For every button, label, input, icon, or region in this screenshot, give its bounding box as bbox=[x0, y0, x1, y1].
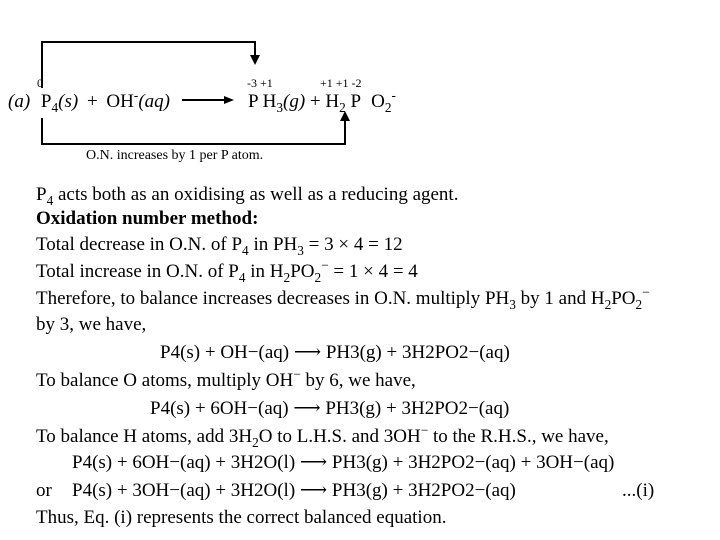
line-o-balance: To balance O atoms, multiply OH− by 6, we have, bbox=[36, 366, 416, 391]
conclusion: Thus, Eq. (i) represents the correct balanced equation. bbox=[36, 507, 447, 528]
decrease-bracket bbox=[42, 42, 255, 88]
on-note: O.N. increases by 1 per P atom. bbox=[86, 148, 264, 163]
equation-number: ...(i) bbox=[622, 480, 655, 501]
on-p4: 0 bbox=[37, 76, 43, 90]
equation-4: P4(s) + 3OH−(aq) + 3H2O(l) ⟶ PH3(g) + 3H2PO2−(aq) bbox=[72, 480, 516, 501]
method-title: Oxidation number method: bbox=[36, 208, 259, 229]
equation-1: P4(s) + OH−(aq) ⟶ PH3(g) + 3H2PO2−(aq) bbox=[160, 342, 510, 363]
equation-3: P4(s) + 6OH−(aq) + 3H2O(l) ⟶ PH3(g) + 3H2PO2−(aq) + 3OH−(aq) bbox=[72, 452, 615, 473]
or-label: or bbox=[36, 480, 52, 501]
line-increase: Total increase in O.N. of $P_4$ in $H_2PO_2^- = 1 \times 4 = 4$ bbox=[36, 257, 418, 285]
reaction-arrowhead bbox=[224, 96, 234, 104]
line-h-balance: To balance H atoms, add $3H_2O$ to L.H.S. and 3OH− to the R.H.S., we have, bbox=[36, 422, 609, 450]
increase-bracket bbox=[42, 118, 345, 144]
line-by3: by 3, we have, bbox=[36, 314, 147, 335]
line-agent: $P_4$ acts both as an oxidising as well as a reducing agent. bbox=[36, 184, 459, 208]
diagram-products: P $H_3(g) + H_2$ P $O_2^-$ bbox=[248, 87, 396, 115]
diagram-equation: (a) $P_4(s) + OH^-(aq)$ bbox=[8, 87, 170, 115]
line-decrease: Total decrease in O.N. of $P_4$ in $PH_3 = 3 \times 4 = 12$ bbox=[36, 234, 403, 258]
decrease-arrowhead bbox=[250, 55, 260, 65]
part-label: (a) bbox=[8, 91, 31, 112]
on-h2po2: +1 +1 -2 bbox=[320, 76, 362, 90]
on-ph3: -3 +1 bbox=[247, 76, 273, 90]
line-therefore: Therefore, to balance increases decreases in O.N. multiply $PH_3$ by 1 and $H_2PO_2^-$ bbox=[36, 284, 650, 312]
equation-2: P4(s) + 6OH−(aq) ⟶ PH3(g) + 3H2PO2−(aq) bbox=[150, 398, 510, 419]
